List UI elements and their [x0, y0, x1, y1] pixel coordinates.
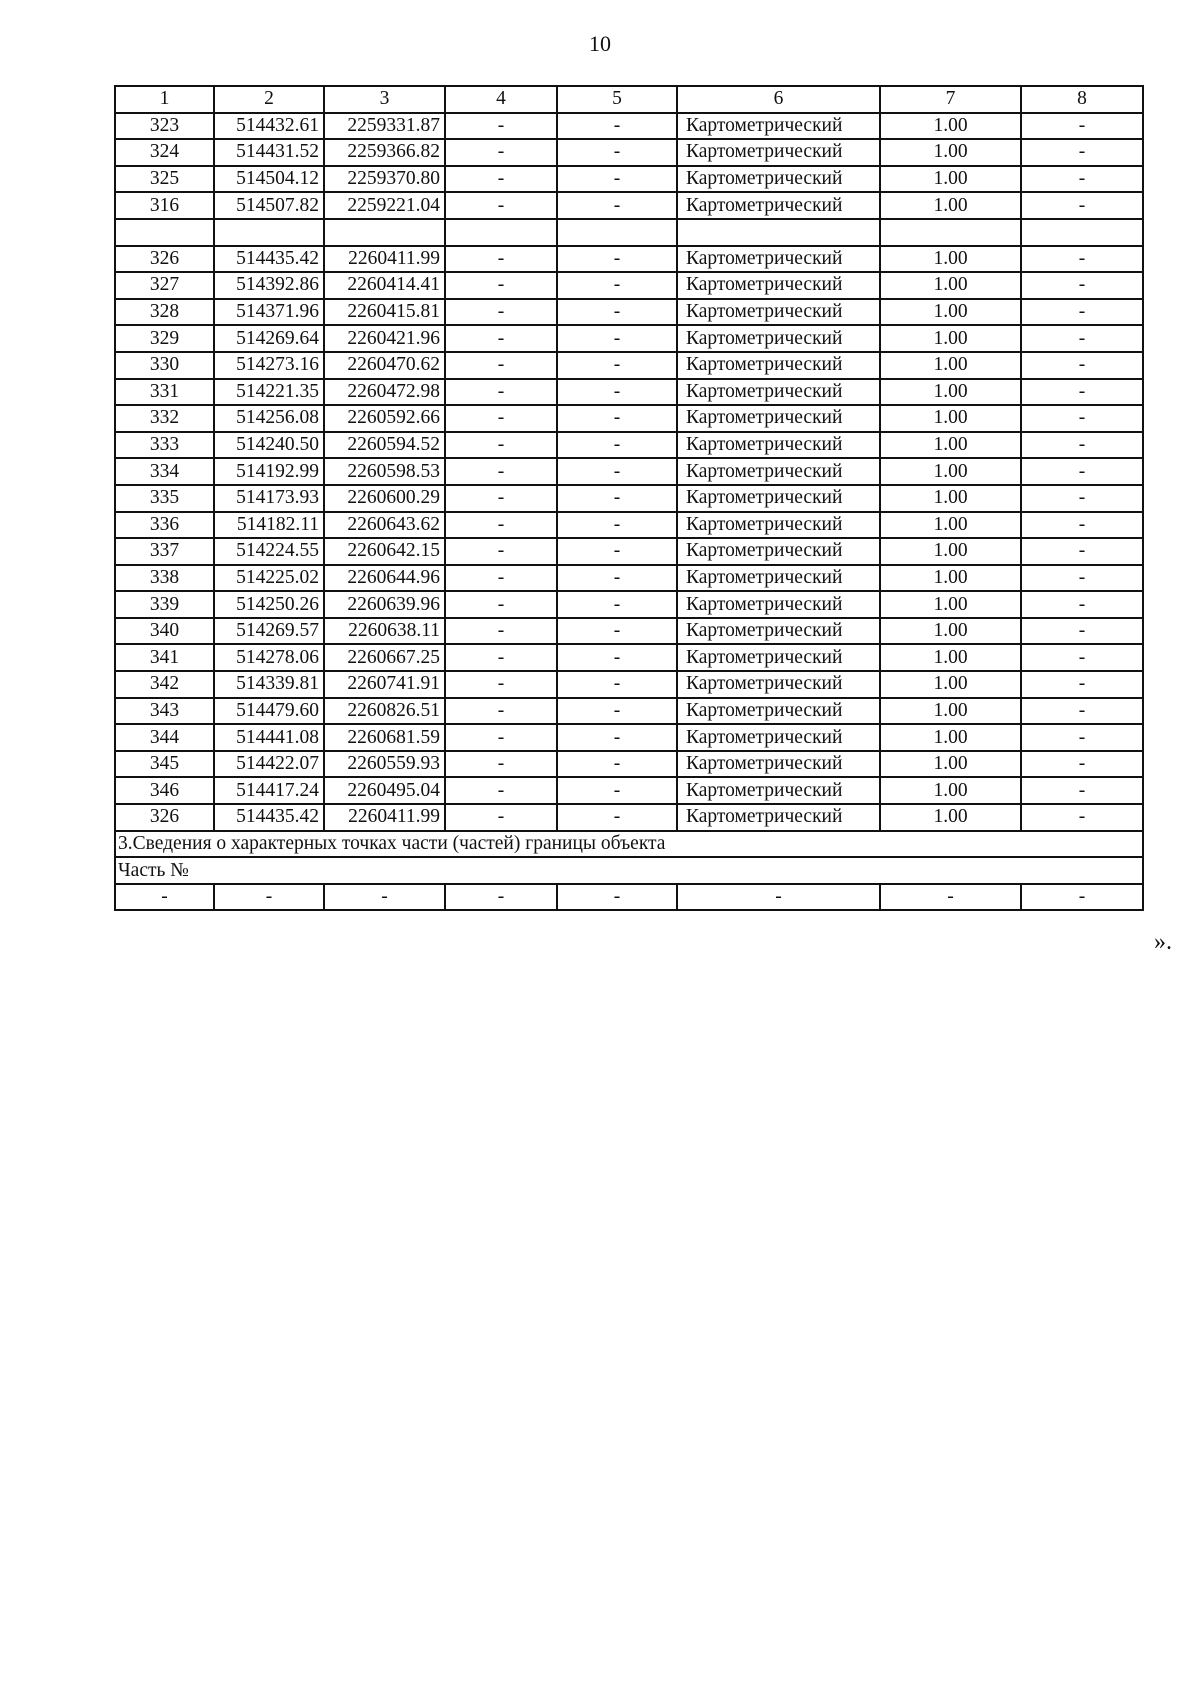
table-cell: -	[677, 884, 880, 911]
table-cell: 514507.82	[214, 192, 324, 219]
table-cell: -	[445, 458, 557, 485]
table-cell: -	[557, 591, 677, 618]
table-row	[115, 379, 1143, 406]
table-row	[115, 272, 1143, 299]
table-cell: 342	[115, 671, 214, 698]
table-row	[115, 192, 1143, 219]
table-cell	[324, 219, 445, 246]
table-cell: -	[445, 272, 557, 299]
header-cell: 2	[214, 86, 324, 113]
table-cell: 514339.81	[214, 671, 324, 698]
table-cell: 325	[115, 166, 214, 193]
table-cell: Картометрический	[677, 538, 880, 565]
table-cell: 334	[115, 458, 214, 485]
table-cell: -	[557, 272, 677, 299]
table-cell: 333	[115, 432, 214, 459]
table-cell: -	[557, 458, 677, 485]
table-cell: 344	[115, 724, 214, 751]
table-cell: -	[1021, 139, 1143, 166]
table-cell: 2260472.98	[324, 379, 445, 406]
table-cell: Картометрический	[677, 379, 880, 406]
table-cell: -	[445, 352, 557, 379]
closing-quote-mark: ».	[1154, 929, 1172, 955]
table-cell: 1.00	[880, 272, 1021, 299]
table-row	[115, 432, 1143, 459]
table-row	[115, 671, 1143, 698]
table-cell: -	[1021, 166, 1143, 193]
table-cell: 1.00	[880, 325, 1021, 352]
table-cell: 514256.08	[214, 405, 324, 432]
table-cell: 2260411.99	[324, 804, 445, 831]
table-cell: Картометрический	[677, 724, 880, 751]
table-cell: 2260495.04	[324, 777, 445, 804]
table-cell: 1.00	[880, 512, 1021, 539]
table-cell: 2260415.81	[324, 299, 445, 326]
table-cell: 1.00	[880, 644, 1021, 671]
table-cell: -	[557, 432, 677, 459]
table-cell: 1.00	[880, 724, 1021, 751]
table-row	[115, 352, 1143, 379]
table-row	[115, 565, 1143, 592]
table-cell: Картометрический	[677, 777, 880, 804]
table-row	[115, 724, 1143, 751]
table-cell: -	[445, 512, 557, 539]
table-cell: -	[557, 538, 677, 565]
table-cell: -	[557, 698, 677, 725]
table-cell: -	[1021, 751, 1143, 778]
table-cell: 1.00	[880, 618, 1021, 645]
table-cell: 2260421.96	[324, 325, 445, 352]
table-cell: -	[1021, 458, 1143, 485]
table-cell: 2260642.15	[324, 538, 445, 565]
table-cell: -	[557, 671, 677, 698]
table-cell: -	[557, 565, 677, 592]
table-row	[115, 458, 1143, 485]
table-cell: 1.00	[880, 804, 1021, 831]
table-cell: -	[445, 565, 557, 592]
table-cell: 1.00	[880, 458, 1021, 485]
table-cell: -	[445, 724, 557, 751]
table-cell: -	[115, 884, 214, 911]
table-cell: -	[557, 804, 677, 831]
table-cell: 1.00	[880, 565, 1021, 592]
table-cell: 1.00	[880, 698, 1021, 725]
table-cell: 341	[115, 644, 214, 671]
coordinates-table	[114, 85, 1144, 911]
table-cell: Картометрический	[677, 325, 880, 352]
header-cell: 3	[324, 86, 445, 113]
header-cell: 8	[1021, 86, 1143, 113]
table-cell: -	[557, 884, 677, 911]
table-cell: Картометрический	[677, 591, 880, 618]
table-cell: -	[445, 644, 557, 671]
table-cell: -	[1021, 352, 1143, 379]
table-cell: -	[557, 777, 677, 804]
table-cell: 2259331.87	[324, 113, 445, 140]
table-cell: -	[1021, 804, 1143, 831]
table-cell: 2260826.51	[324, 698, 445, 725]
table-row	[115, 139, 1143, 166]
table-row	[115, 219, 1143, 246]
table-cell: 2259370.80	[324, 166, 445, 193]
table-cell: -	[445, 538, 557, 565]
table-cell: 1.00	[880, 192, 1021, 219]
table-cell: 2260470.62	[324, 352, 445, 379]
table-cell: 2260559.93	[324, 751, 445, 778]
table-cell: -	[1021, 671, 1143, 698]
table-row	[115, 538, 1143, 565]
table-cell: Картометрический	[677, 192, 880, 219]
table-cell: 339	[115, 591, 214, 618]
table-cell: -	[557, 751, 677, 778]
table-cell: -	[1021, 777, 1143, 804]
table-cell: -	[445, 591, 557, 618]
table-cell: 2260643.62	[324, 512, 445, 539]
table-cell: 1.00	[880, 432, 1021, 459]
table-cell: 327	[115, 272, 214, 299]
table-cell: 338	[115, 565, 214, 592]
header-cell: 6	[677, 86, 880, 113]
table-cell: 514225.02	[214, 565, 324, 592]
table-cell: 1.00	[880, 299, 1021, 326]
table-cell: -	[445, 325, 557, 352]
table-cell: -	[1021, 299, 1143, 326]
table-cell: -	[557, 192, 677, 219]
table-cell: -	[1021, 884, 1143, 911]
table-cell: 1.00	[880, 113, 1021, 140]
table-cell: -	[1021, 565, 1143, 592]
table-cell: 335	[115, 485, 214, 512]
table-cell: 1.00	[880, 671, 1021, 698]
table-cell: -	[445, 777, 557, 804]
table-cell: -	[557, 644, 677, 671]
table-cell: -	[324, 884, 445, 911]
table-cell: 514435.42	[214, 246, 324, 273]
table-cell: 2260639.96	[324, 591, 445, 618]
table-cell: -	[445, 485, 557, 512]
table-cell: -	[1021, 538, 1143, 565]
table-cell: 332	[115, 405, 214, 432]
table-cell: Картометрический	[677, 804, 880, 831]
table-row	[115, 405, 1143, 432]
table-cell: Картометрический	[677, 246, 880, 273]
table-cell: -	[445, 246, 557, 273]
header-cell: 5	[557, 86, 677, 113]
table-cell: 514422.07	[214, 751, 324, 778]
table-cell: 330	[115, 352, 214, 379]
table-cell: 514240.50	[214, 432, 324, 459]
table-row	[115, 299, 1143, 326]
table-cell: -	[1021, 113, 1143, 140]
header-cell: 7	[880, 86, 1021, 113]
table-cell: -	[1021, 618, 1143, 645]
table-cell: 514479.60	[214, 698, 324, 725]
table-row	[115, 698, 1143, 725]
table-cell: Картометрический	[677, 485, 880, 512]
table-cell: Картометрический	[677, 272, 880, 299]
table-cell: 340	[115, 618, 214, 645]
part-label-row	[115, 857, 1143, 884]
table-cell: 514250.26	[214, 591, 324, 618]
table-cell: 343	[115, 698, 214, 725]
table-cell	[115, 219, 214, 246]
table-cell: -	[1021, 325, 1143, 352]
header-cell: 1	[115, 86, 214, 113]
table-cell: -	[557, 405, 677, 432]
table-row	[115, 166, 1143, 193]
table-cell: 514224.55	[214, 538, 324, 565]
table-cell: Картометрический	[677, 139, 880, 166]
table-cell: 1.00	[880, 538, 1021, 565]
table-cell: -	[557, 325, 677, 352]
table-cell: 2260411.99	[324, 246, 445, 273]
table-cell: 2259221.04	[324, 192, 445, 219]
table-cell: Картометрический	[677, 166, 880, 193]
table-cell: 331	[115, 379, 214, 406]
table-cell: 329	[115, 325, 214, 352]
table-cell	[880, 219, 1021, 246]
table-cell: -	[880, 884, 1021, 911]
table-row	[115, 804, 1143, 831]
table-cell: Картометрический	[677, 671, 880, 698]
table-cell: -	[445, 804, 557, 831]
table-cell: 514432.61	[214, 113, 324, 140]
table-cell: Картометрический	[677, 644, 880, 671]
table-cell: 1.00	[880, 139, 1021, 166]
table-cell: 514417.24	[214, 777, 324, 804]
table-cell: 324	[115, 139, 214, 166]
table-cell: -	[1021, 272, 1143, 299]
table-cell: 514269.57	[214, 618, 324, 645]
table-cell: Картометрический	[677, 512, 880, 539]
table-cell	[214, 219, 324, 246]
table-cell: Картометрический	[677, 113, 880, 140]
table-cell: 337	[115, 538, 214, 565]
table-cell: -	[445, 379, 557, 406]
table-cell: 514269.64	[214, 325, 324, 352]
table-cell: 2260681.59	[324, 724, 445, 751]
table-cell: 514192.99	[214, 458, 324, 485]
table-cell: Картометрический	[677, 352, 880, 379]
table-cell: 2259366.82	[324, 139, 445, 166]
table-cell: -	[445, 432, 557, 459]
table-cell: -	[557, 246, 677, 273]
table-cell: -	[557, 352, 677, 379]
table-cell: -	[1021, 379, 1143, 406]
table-cell: -	[1021, 591, 1143, 618]
table-cell: -	[445, 671, 557, 698]
table-row	[115, 777, 1143, 804]
table-row	[115, 325, 1143, 352]
table-cell	[1021, 219, 1143, 246]
table-cell: -	[1021, 512, 1143, 539]
table-cell: 2260594.52	[324, 432, 445, 459]
table-cell: -	[1021, 405, 1143, 432]
table-cell: 326	[115, 804, 214, 831]
table-cell: -	[557, 299, 677, 326]
table-cell: 514273.16	[214, 352, 324, 379]
table-cell: 1.00	[880, 166, 1021, 193]
table-cell: 2260644.96	[324, 565, 445, 592]
table-cell: -	[557, 485, 677, 512]
table-cell: 346	[115, 777, 214, 804]
table-cell: 1.00	[880, 405, 1021, 432]
table-cell: -	[445, 405, 557, 432]
table-cell: 328	[115, 299, 214, 326]
table-cell: Картометрический	[677, 458, 880, 485]
table-cell: -	[445, 618, 557, 645]
table-cell: 514504.12	[214, 166, 324, 193]
table-cell: 2260592.66	[324, 405, 445, 432]
table-row	[115, 751, 1143, 778]
table-cell: 1.00	[880, 751, 1021, 778]
table-cell	[557, 219, 677, 246]
table-cell: 514221.35	[214, 379, 324, 406]
table-cell: -	[445, 884, 557, 911]
table-cell: -	[557, 139, 677, 166]
table-cell: 2260414.41	[324, 272, 445, 299]
table-cell: Картометрический	[677, 405, 880, 432]
section-title: 3.Сведения о характерных точках части (частей) границы объекта	[115, 831, 1143, 858]
table-row	[115, 644, 1143, 671]
table-row	[115, 485, 1143, 512]
table-cell: 514435.42	[214, 804, 324, 831]
table-cell: -	[1021, 246, 1143, 273]
table-cell: -	[557, 113, 677, 140]
table-cell: 514182.11	[214, 512, 324, 539]
header-row	[115, 86, 1143, 113]
table-cell: -	[445, 113, 557, 140]
table-cell: -	[557, 512, 677, 539]
table-row	[115, 512, 1143, 539]
coordinates-table-container	[114, 85, 1142, 911]
table-cell: -	[445, 166, 557, 193]
table-cell: -	[445, 139, 557, 166]
table-cell	[445, 219, 557, 246]
table-cell: -	[214, 884, 324, 911]
part-label: Часть №	[115, 857, 1143, 884]
table-cell: Картометрический	[677, 751, 880, 778]
section-title-row	[115, 831, 1143, 858]
table-cell: 514441.08	[214, 724, 324, 751]
table-cell: -	[1021, 698, 1143, 725]
table-cell: -	[445, 751, 557, 778]
table-cell: -	[445, 192, 557, 219]
table-row	[115, 618, 1143, 645]
table-cell: 1.00	[880, 379, 1021, 406]
table-cell: Картометрический	[677, 299, 880, 326]
table-cell	[677, 219, 880, 246]
table-cell: Картометрический	[677, 432, 880, 459]
table-cell: 514371.96	[214, 299, 324, 326]
table-cell: 316	[115, 192, 214, 219]
header-cell: 4	[445, 86, 557, 113]
table-cell: 514278.06	[214, 644, 324, 671]
table-cell: -	[557, 379, 677, 406]
table-cell: 2260667.25	[324, 644, 445, 671]
table-cell: 2260600.29	[324, 485, 445, 512]
table-cell: 1.00	[880, 352, 1021, 379]
table-cell: -	[1021, 724, 1143, 751]
table-cell: 1.00	[880, 246, 1021, 273]
table-cell: -	[557, 618, 677, 645]
table-cell: 323	[115, 113, 214, 140]
table-cell: -	[557, 166, 677, 193]
table-row	[115, 113, 1143, 140]
table-cell: 514431.52	[214, 139, 324, 166]
table-body	[115, 86, 1143, 910]
table-row	[115, 591, 1143, 618]
table-cell: -	[557, 724, 677, 751]
table-cell: 2260598.53	[324, 458, 445, 485]
table-cell: 514392.86	[214, 272, 324, 299]
page-number: 10	[589, 31, 611, 56]
table-cell: -	[1021, 192, 1143, 219]
table-cell: 1.00	[880, 777, 1021, 804]
table-row	[115, 246, 1143, 273]
table-cell: Картометрический	[677, 618, 880, 645]
table-cell: 326	[115, 246, 214, 273]
table-cell: 514173.93	[214, 485, 324, 512]
table-cell: 1.00	[880, 485, 1021, 512]
table-cell: -	[1021, 432, 1143, 459]
table-cell: 2260638.11	[324, 618, 445, 645]
table-cell: -	[445, 698, 557, 725]
table-cell: Картометрический	[677, 698, 880, 725]
final-row	[115, 884, 1143, 911]
table-cell: Картометрический	[677, 565, 880, 592]
table-cell: -	[1021, 485, 1143, 512]
table-cell: 1.00	[880, 591, 1021, 618]
table-cell: 345	[115, 751, 214, 778]
table-cell: -	[1021, 644, 1143, 671]
table-cell: -	[445, 299, 557, 326]
table-cell: 336	[115, 512, 214, 539]
table-cell: 2260741.91	[324, 671, 445, 698]
